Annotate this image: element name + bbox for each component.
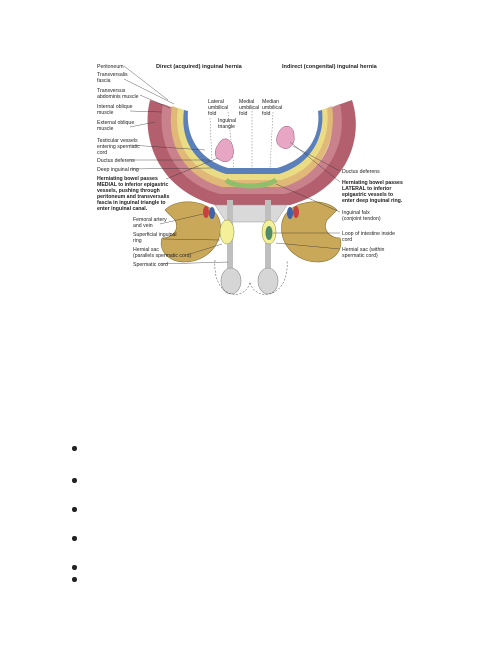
left-femoral-vessels bbox=[203, 206, 209, 218]
direct-hernial-sac bbox=[220, 220, 234, 244]
label-internal-oblique: Internal oblique muscle bbox=[97, 104, 133, 116]
left-femoral-vein bbox=[209, 207, 215, 219]
note-direct-hernia: Herniating bowel passes MEDIAL to inferior epigastric vessels, pushing through peritoneum and transversalis fascia in inguinal triangle to enter inguinal canal. bbox=[97, 176, 170, 212]
right-labels bbox=[342, 169, 404, 259]
label-transversus-abdominis: Transversus abdominis muscle bbox=[97, 88, 139, 100]
right-femoral-vein bbox=[287, 207, 293, 219]
top-labels bbox=[208, 99, 282, 130]
label-external-oblique: External oblique muscle bbox=[97, 120, 135, 132]
abdominal-wall bbox=[148, 100, 356, 205]
bullet-item bbox=[72, 507, 78, 513]
label-ductus-deferens-right: Ductus deferens bbox=[342, 169, 380, 175]
label-medial-umbilical-fold: Medial umbilical fold bbox=[239, 99, 260, 117]
bullet-item bbox=[72, 478, 78, 484]
note-indirect-hernia: Herniating bowel passes LATERAL to inferior epigastric vessels to enter deep inguinal ring. bbox=[342, 180, 403, 204]
label-deep-inguinal-ring: Deep inguinal ring bbox=[97, 167, 139, 173]
label-transversalis-fascia: Transversalis fascia bbox=[97, 72, 128, 84]
label-inguinal-triangle: Inguinal triangle bbox=[218, 118, 237, 130]
label-superficial-inguinal-ring: Superficial inguinal ring bbox=[133, 232, 177, 244]
loop-of-intestine bbox=[266, 226, 273, 240]
title-direct-hernia: Direct (acquired) inguinal hernia bbox=[156, 64, 242, 70]
pubic-symphysis bbox=[215, 205, 287, 222]
label-testicular-vessels: Testicular vessels entering spermatic cord bbox=[97, 138, 140, 156]
bullet-dot bbox=[72, 507, 77, 512]
label-median-umbilical-fold: Median umbilical fold bbox=[262, 99, 283, 117]
bullet-item bbox=[72, 565, 78, 571]
bullet-item bbox=[72, 577, 78, 583]
label-lateral-umbilical-fold: Lateral umbilical fold bbox=[208, 99, 229, 117]
right-herniating-bowel bbox=[277, 126, 295, 148]
label-spermatic-cord: Spermatic cord bbox=[133, 262, 168, 268]
bullet-dot bbox=[72, 446, 77, 451]
label-hernial-sac-direct: Hernial sac (parallels spermatic cord) bbox=[133, 247, 192, 259]
bullet-dot bbox=[72, 577, 77, 582]
label-hernial-sac-indirect: Hernial sac (within spermatic cord) bbox=[342, 247, 385, 259]
label-inguinal-falx: Inguinal falx (conjoint tendon) bbox=[342, 210, 381, 222]
bullet-dot bbox=[72, 536, 77, 541]
label-loop-of-intestine: Loop of intestine inside cord bbox=[342, 231, 396, 243]
bullet-dot bbox=[72, 565, 77, 570]
label-peritoneum: Peritoneum bbox=[97, 64, 124, 70]
label-femoral-artery-vein: Femoral artery and vein bbox=[133, 217, 167, 229]
title-indirect-hernia: Indirect (congenital) inguinal hernia bbox=[282, 64, 377, 70]
right-testis bbox=[258, 268, 278, 294]
bullet-item bbox=[72, 536, 78, 542]
bullet-dot bbox=[72, 478, 77, 483]
inguinal-hernia-diagram bbox=[0, 0, 502, 300]
bullet-item bbox=[72, 446, 78, 452]
left-herniating-bowel bbox=[215, 139, 233, 162]
label-ductus-deferens-left: Ductus deferens bbox=[97, 158, 135, 164]
right-femoral-vessels bbox=[293, 206, 299, 218]
